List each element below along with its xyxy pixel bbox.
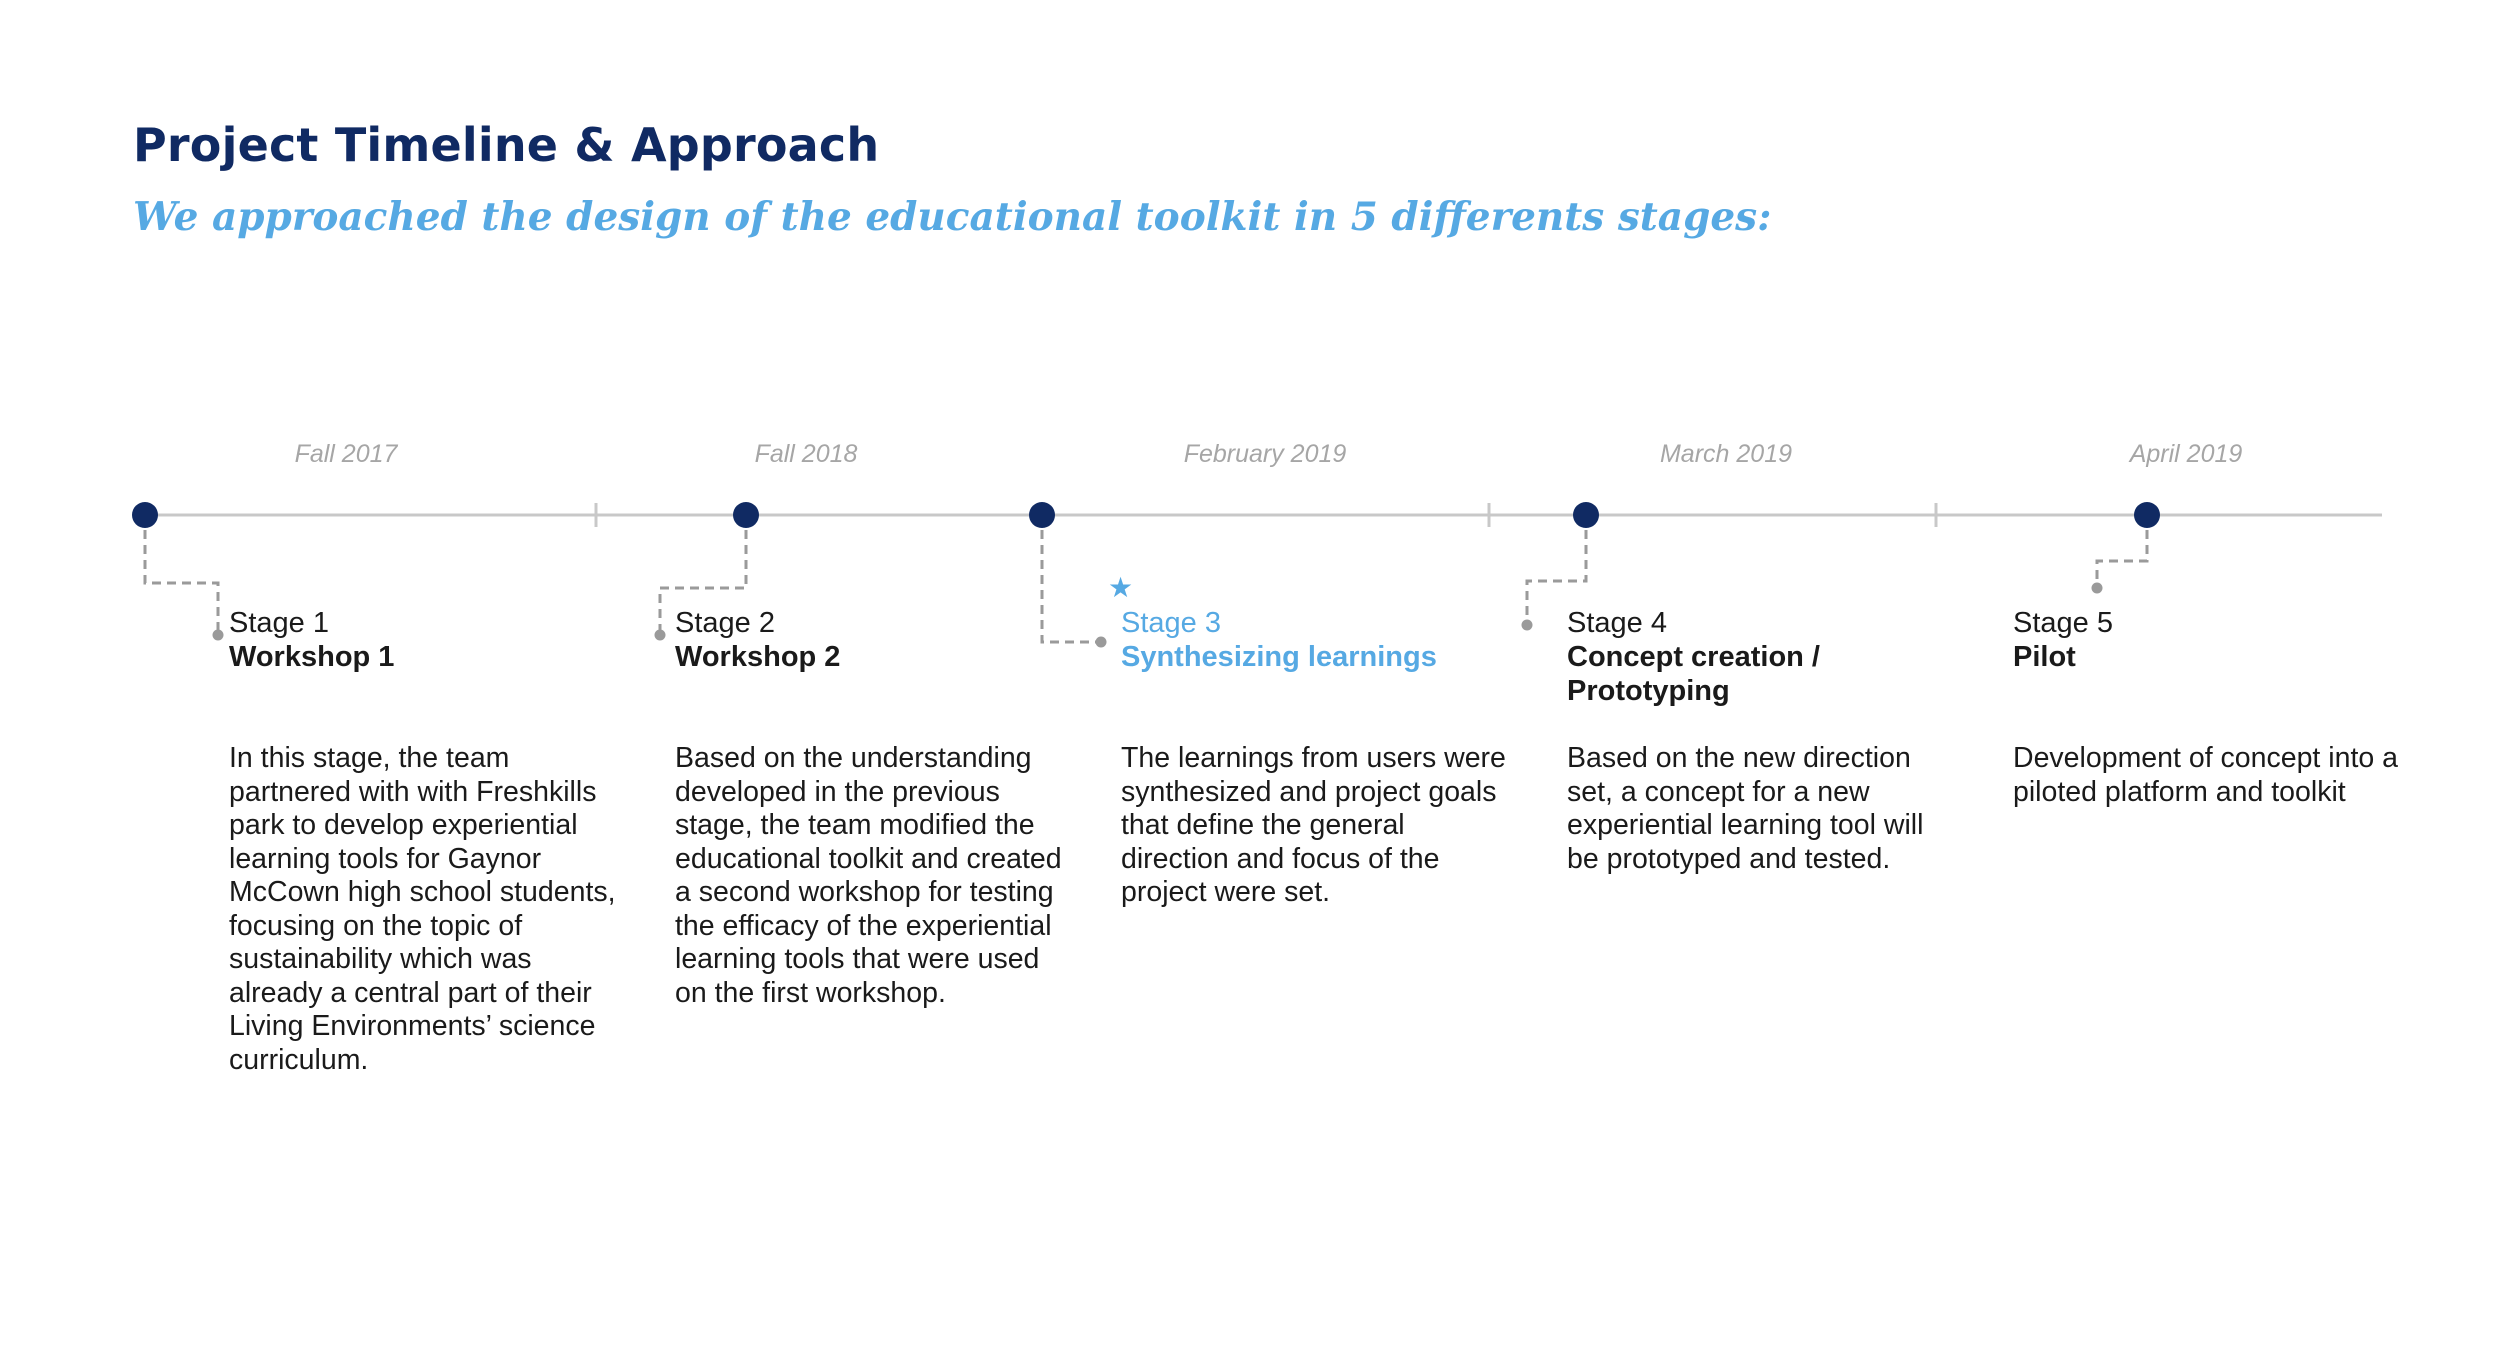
stage-name: Concept creation / Prototyping xyxy=(1567,641,1820,707)
stage-4-heading xyxy=(1567,606,1957,708)
stage-1-connector xyxy=(145,515,218,633)
stage-5-description: Development of concept into a piloted platform and toolkit xyxy=(2013,742,2398,808)
stage-number: Stage 1 xyxy=(229,607,329,639)
stage-name: Synthesizing learnings xyxy=(1121,641,1437,673)
stage-2-description: Based on the understanding developed in the previous stage, the team modified the educational toolkit and created a second workshop for testing the efficacy of the experiential learning tools that were used on the first workshop. xyxy=(675,742,1062,1009)
stage-number: Stage 5 xyxy=(2013,607,2113,639)
stage-number: Stage 4 xyxy=(1567,607,1667,639)
period-label-5: April 2019 xyxy=(2129,440,2243,468)
period-label-1: Fall 2017 xyxy=(294,440,398,468)
stage-3-description: The learnings from users were synthesized and project goals that define the general direction and focus of the project were set. xyxy=(1121,742,1506,908)
stage-4-description: Based on the new direction set, a concept for a new experiential learning tool will be prototyped and tested. xyxy=(1567,742,1924,875)
stage-5-connector-end xyxy=(2092,583,2103,594)
period-label-3: February 2019 xyxy=(1183,440,1347,468)
milestone-dot-stage-2 xyxy=(733,502,759,528)
stage-3-connector-end xyxy=(1096,637,1107,648)
milestone-dot-stage-5 xyxy=(2134,502,2160,528)
stage-1-heading xyxy=(229,606,619,674)
stage-5-heading xyxy=(2013,606,2403,674)
stage-1-description: In this stage, the team partnered with with Freshkills park to develop experiential learning tools for Gaynor McCown high school students, focusing on the topic of sustainability which was already a central part of their Living Environments’ science curriculum. xyxy=(229,742,616,1076)
star-icon: ★ xyxy=(1108,571,1134,604)
stage-number: Stage 2 xyxy=(675,607,775,639)
stage-3-heading xyxy=(1121,606,1511,674)
stage-2-heading xyxy=(675,606,1065,674)
milestone-dot-stage-3 xyxy=(1029,502,1055,528)
stage-2-connector-end xyxy=(655,630,666,641)
period-label-4: March 2019 xyxy=(1659,440,1793,468)
milestone-dot-stage-1 xyxy=(132,502,158,528)
milestone-dot-stage-4 xyxy=(1573,502,1599,528)
page-title: Project Timeline & Approach xyxy=(133,118,880,172)
page-subtitle: We approached the design of the educational toolkit in 5 differents stages: xyxy=(133,194,1772,240)
stage-number: Stage 3 xyxy=(1121,607,1221,639)
stage-5-connector xyxy=(2097,515,2147,586)
stage-1-connector-end xyxy=(213,630,224,641)
stage-name: Pilot xyxy=(2013,641,2076,673)
stage-4-connector-end xyxy=(1522,620,1533,631)
period-label-2: Fall 2018 xyxy=(754,440,858,468)
stage-name: Workshop 1 xyxy=(229,641,395,673)
stage-name: Workshop 2 xyxy=(675,641,841,673)
